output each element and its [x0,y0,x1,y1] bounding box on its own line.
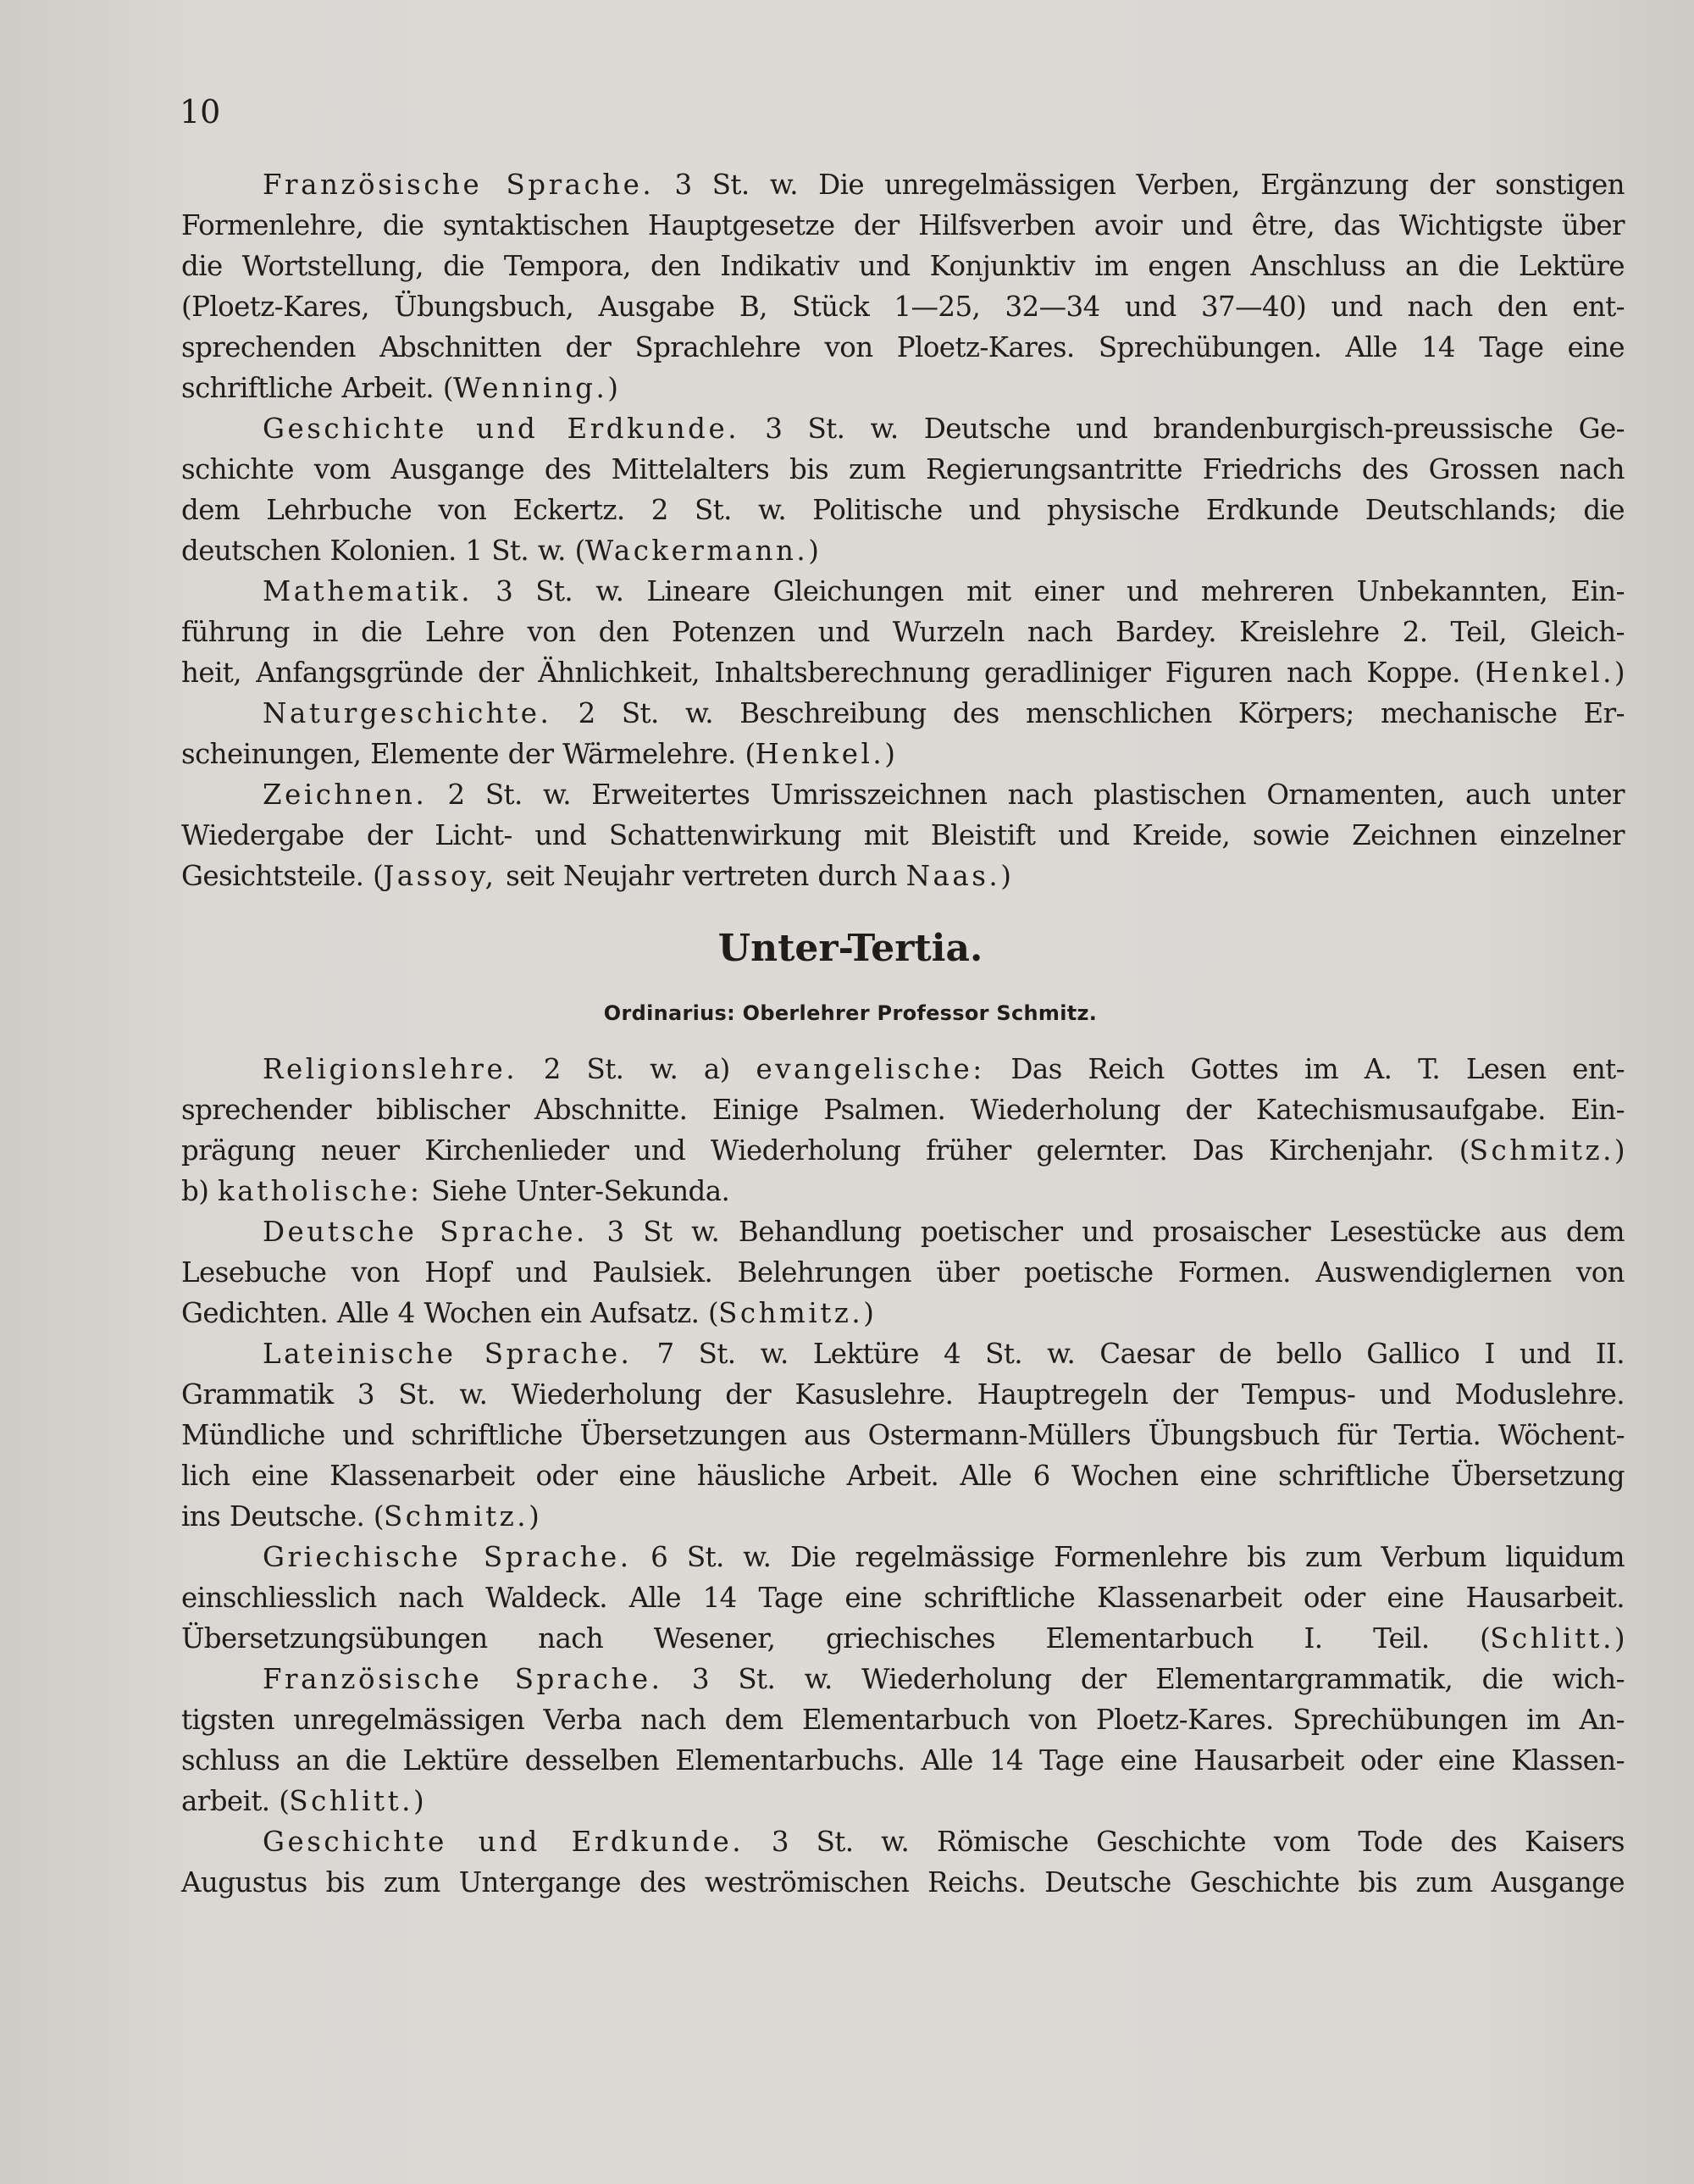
text-line [181,1130,1625,1171]
line-text: Übersetzungsübungen nach Wesener, griechisches Elementarbuch I. Teil. ( [181,1622,1491,1655]
text-line [181,1781,1625,1821]
line-text: scheinungen, Elemente der Wärmelehre. ( [181,738,756,770]
text-line [181,368,1625,408]
spaced-emphasis: Naturgeschichte. [263,697,552,729]
line-text: führung in die Lehre von den Potenzen und Wurzeln nach Bardey. Kreislehre 2. Teil, Gleich- [181,616,1625,648]
text-line [181,1211,1625,1252]
spaced-emphasis: Französische Sprache. [263,169,655,201]
text-line [181,1821,1625,1862]
page-number: 10 [180,93,221,130]
text-line [181,1293,1625,1333]
line-text: ) [884,738,895,770]
text-line [181,164,1625,205]
line-text: ) [1614,657,1625,689]
line-text: arbeit. ( [181,1785,290,1817]
curriculum-text-upper [181,164,1625,896]
spaced-emphasis: Henkel. [755,738,885,770]
spaced-emphasis: Schmitz. [384,1500,529,1533]
text-line [181,1618,1625,1659]
text-line [181,1455,1625,1496]
text-line [181,1415,1625,1455]
line-text: Formenlehre, die syntaktischen Hauptgesetze der Hilfsverben avoir und être, das Wichtigste über [181,209,1625,241]
text-line [181,286,1625,327]
text-line [181,693,1625,734]
spaced-emphasis: Religionslehre. [263,1053,518,1085]
text-line [181,1740,1625,1781]
text-line [181,652,1625,693]
line-text: Wiedergabe der Licht- und Schattenwirkung mit Bleistift und Kreide, sowie Zeichnen einzelner [181,819,1625,851]
spaced-emphasis: Henkel. [1485,657,1614,689]
text-line [181,449,1625,490]
line-text: Siehe Unter-Sekunda. [422,1175,730,1207]
spaced-emphasis: Geschichte und Erdkunde. [263,413,740,445]
spaced-emphasis: Wenning. [452,372,608,404]
spaced-emphasis: Schlitt. [1490,1622,1614,1655]
line-text: ) [529,1500,540,1533]
line-text: 3 St. w. Deutsche und brandenburgisch-preussische Ge- [739,413,1625,445]
line-text: b) [181,1175,219,1207]
line-text: Augustus bis zum Untergange des weströmischen Reichs. Deutsche Geschichte bis zum Ausgange [181,1866,1625,1899]
text-line [181,490,1625,530]
text-line [181,1049,1625,1089]
text-line [181,612,1625,652]
line-text: ins Deutsche. ( [181,1500,385,1533]
spaced-emphasis: Mathematik. [263,575,473,607]
line-text: dem Lehrbuche von Eckertz. 2 St. w. Politische und physische Erdkunde Deutschlands; die [181,494,1625,526]
line-text: 3 St. w. Die unregelmässigen Verben, Ergänzung der sonstigen [654,169,1625,201]
text-line [181,571,1625,612]
text-line [181,856,1625,896]
curriculum-text-lower [181,1049,1625,1903]
spaced-emphasis: Französische Sprache. [263,1663,663,1695]
line-text: schluss an die Lektüre desselben Elementarbuchs. Alle 14 Tage eine Hausarbeit oder eine Klassen- [181,1744,1625,1777]
spaced-emphasis: Schlitt. [289,1785,413,1817]
line-text: ) [1000,860,1011,892]
text-line [181,1699,1625,1740]
line-text: tigsten unregelmässigen Verba nach dem Elementarbuch von Ploetz-Kares. Sprechübungen im An- [181,1704,1625,1736]
text-line [181,1089,1625,1130]
section-subheading: Ordinarius: Oberlehrer Professor Schmitz. [603,1001,1098,1025]
text-line [181,205,1625,246]
text-line [181,327,1625,368]
line-text: Lesebuche von Hopf und Paulsiek. Belehrungen über poetische Formen. Auswendiglernen von [181,1256,1625,1289]
line-text: ) [808,535,819,567]
line-text: lich eine Klassenarbeit oder eine häusliche Arbeit. Alle 6 Wochen eine schriftliche Übersetzung [181,1460,1625,1492]
text-line [181,1171,1625,1211]
text-line [181,1577,1625,1618]
line-text: 3 St. w. Wiederholung der Elementargrammatik, die wich- [662,1663,1625,1695]
section-heading: Unter-Tertia. [717,927,983,970]
line-text: seit Neujahr vertreten durch [496,860,906,892]
line-text: Mündliche und schriftliche Übersetzungen aus Ostermann-Müllers Übungsbuch für Tertia. Wöchent- [181,1419,1625,1451]
spaced-emphasis: Geschichte und Erdkunde. [263,1826,745,1858]
line-text: (Ploetz-Kares, Übungsbuch, Ausgabe B, Stück 1—25, 32—34 und 37—40) und nach den ent- [181,291,1625,323]
text-line [181,774,1625,815]
line-text: ) [607,372,618,404]
spaced-emphasis: katholische: [218,1175,423,1207]
line-text: ) [1614,1134,1625,1167]
line-text: 2 St. w. Beschreibung des menschlichen Körpers; mechanische Er- [551,697,1625,729]
line-text: 3 St w. Behandlung poetischer und prosaischer Lesestücke aus dem [587,1216,1625,1248]
spaced-emphasis: Schmitz. [718,1297,864,1329]
line-text: deutschen Kolonien. 1 St. w. ( [181,535,585,567]
line-text: einschliesslich nach Waldeck. Alle 14 Tage eine schriftliche Klassenarbeit oder eine Hausarbeit. [181,1582,1625,1614]
spaced-emphasis: Deutsche Sprache. [263,1216,588,1248]
line-text: die Wortstellung, die Tempora, den Indikativ und Konjunktiv im engen Anschluss an die Lektüre [181,250,1625,282]
text-line [181,408,1625,449]
line-text: schriftliche Arbeit. ( [181,372,453,404]
line-text: 2 St. w. Erweitertes Umrisszeichnen nach plastischen Ornamenten, auch unter [427,779,1625,811]
text-line [181,815,1625,856]
text-line [181,246,1625,286]
line-text: 7 St. w. Lektüre 4 St. w. Caesar de bello Gallico I und II. [632,1338,1625,1370]
line-text: schichte vom Ausgange des Mittelalters bis zum Regierungsantritte Friedrichs des Grossen nach [181,453,1625,485]
line-text: ) [413,1785,424,1817]
line-text: ) [863,1297,874,1329]
text-line [181,1537,1625,1577]
spaced-emphasis: Wackermann. [584,535,809,567]
line-text: sprechenden Abschnitten der Sprachlehre von Ploetz-Kares. Sprechübungen. Alle 14 Tage eine [181,331,1625,363]
spaced-emphasis: Lateinische Sprache. [263,1338,633,1370]
text-line [181,1333,1625,1374]
spaced-emphasis: Jassoy, [383,860,497,892]
spaced-emphasis: Griechische Sprache. [263,1541,632,1573]
line-text: Das Reich Gottes im A. T. Lesen ent- [984,1053,1625,1085]
spaced-emphasis: Naas. [905,860,1001,892]
text-line [181,734,1625,774]
text-line [181,1252,1625,1293]
line-text: 6 St. w. Die regelmässige Formenlehre bis zum Verbum liquidum [631,1541,1625,1573]
line-text: prägung neuer Kirchenlieder und Wiederholung früher gelernter. Das Kirchenjahr. ( [181,1134,1470,1167]
line-text: heit, Anfangsgründe der Ähnlichkeit, Inhaltsberechnung geradliniger Figuren nach Koppe. ( [181,657,1486,689]
spaced-emphasis: Zeichnen. [263,779,428,811]
line-text: 2 St. w. a) [518,1053,756,1085]
line-text: Grammatik 3 St. w. Wiederholung der Kasuslehre. Hauptregeln der Tempus- und Moduslehre. [181,1378,1625,1411]
text-line [181,1374,1625,1415]
line-text: 3 St. w. Römische Geschichte vom Tode des Kaisers [744,1826,1625,1858]
text-line [181,1659,1625,1699]
line-text: Gesichtsteile. ( [181,860,384,892]
text-line [181,1496,1625,1537]
line-text: Gedichten. Alle 4 Wochen ein Aufsatz. ( [181,1297,719,1329]
spaced-emphasis: Schmitz. [1469,1134,1614,1167]
spaced-emphasis: evangelische: [756,1053,985,1085]
line-text: 3 St. w. Lineare Gleichungen mit einer und mehreren Unbekannten, Ein- [473,575,1625,607]
line-text: sprechender biblischer Abschnitte. Einige Psalmen. Wiederholung der Katechismusaufgabe. Ein- [181,1094,1625,1126]
text-line [181,1862,1625,1903]
text-line [181,530,1625,571]
line-text: ) [1614,1622,1625,1655]
